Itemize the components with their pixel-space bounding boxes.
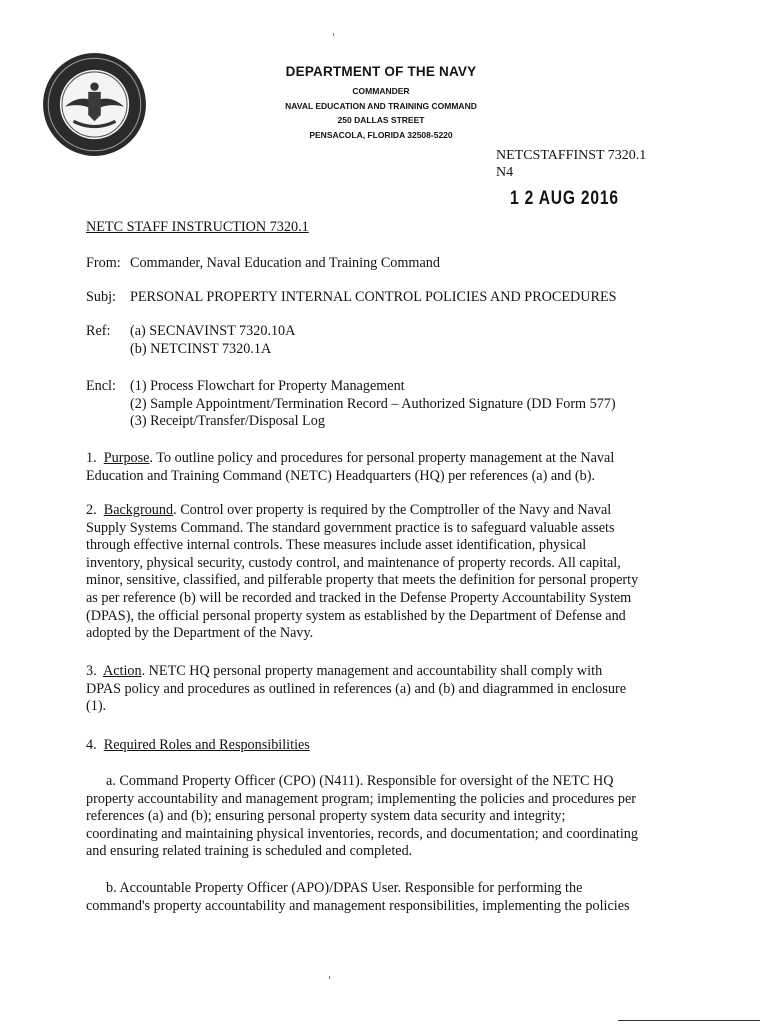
apo-paragraph xyxy=(86,880,696,915)
paragraph-text: Supply Systems Command. The standard government practice is to safeguard valuable assets xyxy=(86,519,615,536)
enclosures-list xyxy=(130,378,616,431)
paragraph-text: inventory, physical security, custody control, and maintenance of property records. All capital, xyxy=(86,554,621,571)
paragraph-number: 4. xyxy=(86,737,97,753)
subj-label: Subj: xyxy=(86,289,116,305)
roles-heading xyxy=(86,737,310,755)
paragraph-text: . NETC HQ personal property management and accountability shall comply with xyxy=(141,663,603,679)
ssic-block xyxy=(496,147,646,181)
address-line: PENSACOLA, FLORIDA 32508-5220 xyxy=(309,129,453,140)
paragraph-heading: Required Roles and Responsibilities xyxy=(103,737,310,753)
letterhead xyxy=(236,64,526,142)
paragraph-text: DPAS policy and procedures as outlined in references (a) and (b) and diagrammed in enclosure xyxy=(86,680,626,697)
subj-value: PERSONAL PROPERTY INTERNAL CONTROL POLICIES AND PROCEDURES xyxy=(130,289,617,305)
paragraph-text: (DPAS), the official personal property system as established by the Department of Defense and xyxy=(86,607,626,624)
enclosure-item: (3) Receipt/Transfer/Disposal Log xyxy=(130,413,325,430)
paragraph-text: command's property accountability and management responsibilities, implementing the policies xyxy=(86,897,630,914)
paragraph-number: 1. xyxy=(86,450,97,466)
scan-mark xyxy=(333,33,334,36)
paragraph-text: (1). xyxy=(86,698,107,715)
navy-seal-icon xyxy=(42,52,147,157)
purpose-paragraph xyxy=(86,450,686,485)
footer-rule xyxy=(618,1020,760,1021)
paragraph-heading: Action xyxy=(102,663,142,679)
paragraph-text: through effective internal controls. These measures include asset identification, physical xyxy=(86,537,587,554)
paragraph-heading: Purpose xyxy=(103,450,150,466)
action-paragraph xyxy=(86,663,686,716)
office-code: N4 xyxy=(496,165,514,180)
paragraph-text: . To outline policy and procedures for personal property management at the Naval xyxy=(149,450,615,466)
paragraph-text: property accountability and management program; implementing the policies and procedures per xyxy=(86,790,636,807)
reference-item: (a) SECNAVINST 7320.10A xyxy=(130,323,296,339)
address-line: NAVAL EDUCATION AND TRAINING COMMAND xyxy=(285,100,477,111)
instruction-number: NETCSTAFFINST 7320.1 xyxy=(496,148,647,163)
address-line: COMMANDER xyxy=(352,86,410,96)
paragraph-text: minor, sensitive, classified, and pilferable property that meets the definition for personal property xyxy=(86,572,639,589)
references-list xyxy=(130,323,295,358)
paragraph-text: references (a) and (b); ensuring personal property system data security and integrity; xyxy=(86,808,566,825)
paragraph-text: as per reference (b) will be recorded and tracked in the Defense Property Accountability System xyxy=(86,589,632,606)
paragraph-text: b. Accountable Property Officer (APO)/DPAS User. Responsible for performing the xyxy=(106,880,583,896)
paragraph-text: a. Command Property Officer (CPO) (N411). Responsible for oversight of the NETC HQ xyxy=(106,773,614,789)
ref-label: Ref: xyxy=(86,323,111,339)
encl-label: Encl: xyxy=(86,378,116,394)
scan-mark xyxy=(329,976,330,979)
paragraph-number: 2. xyxy=(86,502,97,518)
paragraph-text: and ensuring related training is scheduled and completed. xyxy=(86,843,413,860)
date-stamp: 1 2 AUG 2016 xyxy=(510,188,619,209)
address-line: 250 DALLAS STREET xyxy=(337,115,425,125)
cpo-paragraph xyxy=(86,773,696,861)
paragraph-text: . Control over property is required by the Comptroller of the Navy and Naval xyxy=(173,502,612,518)
instruction-title: NETC STAFF INSTRUCTION 7320.1 xyxy=(86,219,309,235)
enclosure-item: (2) Sample Appointment/Termination Record – Authorized Signature (DD Form 577) xyxy=(130,395,616,412)
from-label: From: xyxy=(86,255,121,271)
from-value: Commander, Naval Education and Training Command xyxy=(130,255,440,271)
reference-item: (b) NETCINST 7320.1A xyxy=(130,340,272,357)
paragraph-number: 3. xyxy=(86,663,97,679)
paragraph-text: coordinating and maintaining physical inventories, records, and documentation; and coordinating xyxy=(86,825,638,842)
paragraph-text: adopted by the Department of the Navy. xyxy=(86,625,314,642)
paragraph-text: Education and Training Command (NETC) Headquarters (HQ) per references (a) and (b). xyxy=(86,467,595,484)
enclosure-item: (1) Process Flowchart for Property Management xyxy=(130,378,405,394)
paragraph-heading: Background xyxy=(103,502,174,518)
background-paragraph xyxy=(86,502,696,643)
department-name: DEPARTMENT OF THE NAVY xyxy=(285,64,477,79)
